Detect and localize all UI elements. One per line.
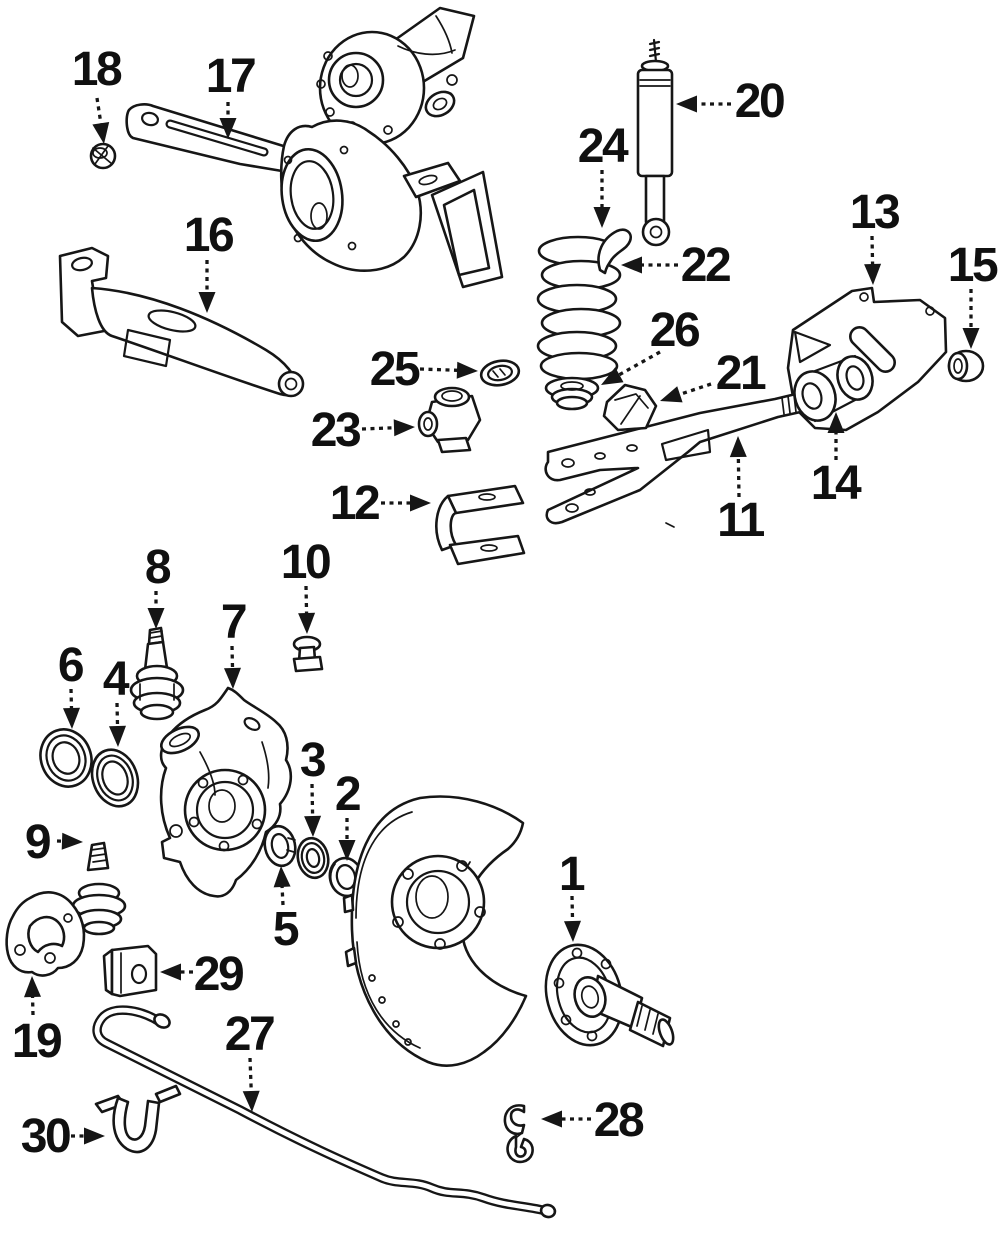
callout-10-number: 10 xyxy=(280,536,330,589)
callout-21-arrowhead-icon xyxy=(660,386,683,402)
callout-28-arrowhead-icon xyxy=(541,1111,562,1128)
radius-arm-front-drawing xyxy=(60,248,303,396)
callout-25-arrowhead-icon xyxy=(457,362,478,379)
callout-23-leader xyxy=(362,428,398,429)
callout-29 xyxy=(160,948,243,1001)
callout-1-number: 1 xyxy=(558,848,584,901)
insulator-bushing-drawing xyxy=(949,351,983,381)
radius-arm-drawing xyxy=(546,393,805,523)
callout-21-leader xyxy=(676,384,711,396)
spring-seat-drawing xyxy=(546,378,598,409)
callout-25-leader xyxy=(420,369,461,370)
callout-15-number: 15 xyxy=(947,239,997,292)
stabilizer-bushing-drawing xyxy=(104,946,156,996)
stabilizer-clamp-drawing xyxy=(505,1105,533,1162)
callout-9-number: 9 xyxy=(24,816,50,869)
callout-9-arrowhead-icon xyxy=(62,833,83,850)
steering-knuckle-drawing xyxy=(157,688,291,896)
washer-drawing xyxy=(479,358,521,388)
callout-16-number: 16 xyxy=(183,209,233,262)
callout-5-number: 5 xyxy=(272,903,298,956)
callout-18-leader xyxy=(97,98,101,127)
callout-22-arrowhead-icon xyxy=(621,257,642,274)
callout-23-number: 23 xyxy=(310,404,360,457)
stabilizer-bracket-drawing xyxy=(96,1086,180,1152)
callout-8 xyxy=(145,541,171,629)
callout-21-number: 21 xyxy=(715,347,765,400)
callout-19 xyxy=(12,976,61,1068)
axle-nut-drawing xyxy=(91,144,115,168)
callout-11-number: 11 xyxy=(717,494,763,547)
callout-13 xyxy=(850,186,899,285)
callout-23-arrowhead-icon xyxy=(394,419,415,436)
spring-clip-bracket-drawing xyxy=(436,486,524,564)
callout-13-arrowhead-icon xyxy=(864,264,881,285)
callout-20-arrowhead-icon xyxy=(676,96,697,113)
callout-12 xyxy=(330,477,431,530)
callout-19-number: 19 xyxy=(11,1015,61,1068)
callout-8-number: 8 xyxy=(144,541,170,594)
knuckle-arm-drawing xyxy=(7,892,84,975)
callout-4-number: 4 xyxy=(102,653,128,706)
callout-1-arrowhead-icon xyxy=(564,921,581,942)
callout-17-number: 17 xyxy=(205,50,255,103)
callout-29-number: 29 xyxy=(193,948,243,1001)
callout-30-arrowhead-icon xyxy=(84,1128,105,1145)
callout-6-number: 6 xyxy=(57,639,83,692)
callout-19-arrowhead-icon xyxy=(24,976,41,997)
callout-23 xyxy=(311,404,415,457)
callout-5 xyxy=(273,866,299,956)
callout-1 xyxy=(559,848,585,942)
callout-25 xyxy=(370,343,478,396)
callout-12-arrowhead-icon xyxy=(410,495,431,512)
callout-4-leader xyxy=(117,703,118,730)
callout-7-arrowhead-icon xyxy=(224,668,241,689)
callout-18-arrowhead-icon xyxy=(92,122,109,144)
callout-18 xyxy=(72,43,122,144)
shock-absorber-drawing xyxy=(638,40,672,245)
callout-4 xyxy=(103,653,130,747)
callout-6 xyxy=(58,639,83,729)
callout-27-leader xyxy=(250,1058,251,1095)
inner-bearing-drawing xyxy=(84,743,145,813)
callout-26-number: 26 xyxy=(649,304,699,357)
callout-15-arrowhead-icon xyxy=(963,328,980,349)
callout-11-arrowhead-icon xyxy=(730,436,747,457)
upper-ball-joint-drawing xyxy=(131,628,183,719)
bearing-ring-drawing xyxy=(294,835,332,880)
callout-30-number: 30 xyxy=(20,1110,70,1163)
stray-mark xyxy=(666,523,674,527)
callout-13-number: 13 xyxy=(849,186,899,239)
callout-25-number: 25 xyxy=(369,343,419,396)
callout-20-number: 20 xyxy=(734,75,784,128)
shock-bracket-drawing xyxy=(419,388,480,452)
callout-3 xyxy=(300,734,325,837)
spacer-bracket-drawing xyxy=(604,385,656,430)
callout-22-number: 22 xyxy=(680,239,730,292)
callout-13-leader xyxy=(872,236,873,268)
callout-7 xyxy=(221,596,246,689)
callout-3-number: 3 xyxy=(299,734,325,787)
callout-22 xyxy=(621,239,730,292)
callout-15 xyxy=(948,239,998,349)
callout-27-number: 27 xyxy=(224,1008,274,1061)
callout-11 xyxy=(717,436,765,547)
callout-10-leader xyxy=(306,586,307,617)
callout-8-arrowhead-icon xyxy=(148,608,165,629)
callout-6-arrowhead-icon xyxy=(63,708,80,729)
callout-24-arrowhead-icon xyxy=(594,207,611,228)
callout-18-number: 18 xyxy=(71,43,121,96)
hub-spindle-drawing xyxy=(535,936,676,1054)
callout-20 xyxy=(676,75,784,128)
callout-7-number: 7 xyxy=(220,596,246,649)
callout-5-arrowhead-icon xyxy=(274,866,291,887)
callout-2 xyxy=(335,768,360,861)
callout-3-arrowhead-icon xyxy=(304,816,321,837)
callout-9 xyxy=(25,816,83,869)
callout-16-arrowhead-icon xyxy=(199,292,216,313)
callout-10-arrowhead-icon xyxy=(298,613,315,634)
callout-11-leader xyxy=(738,453,739,497)
callout-10 xyxy=(281,536,330,634)
brake-dust-shield-drawing xyxy=(344,797,526,1066)
callout-28 xyxy=(541,1094,644,1147)
callout-29-arrowhead-icon xyxy=(160,964,181,981)
callout-3-leader xyxy=(312,784,313,820)
outer-seal-drawing xyxy=(33,722,100,794)
callout-14-number: 14 xyxy=(810,457,860,510)
callout-24 xyxy=(578,120,629,228)
callout-27 xyxy=(225,1008,274,1112)
callout-28-number: 28 xyxy=(593,1094,643,1147)
callout-2-number: 2 xyxy=(334,768,360,821)
callout-12-number: 12 xyxy=(329,477,379,530)
callout-4-arrowhead-icon xyxy=(109,726,126,747)
callout-24-number: 24 xyxy=(577,120,627,173)
callout-30 xyxy=(21,1110,105,1163)
callout-16 xyxy=(184,209,233,313)
grease-fitting-drawing xyxy=(294,637,322,671)
